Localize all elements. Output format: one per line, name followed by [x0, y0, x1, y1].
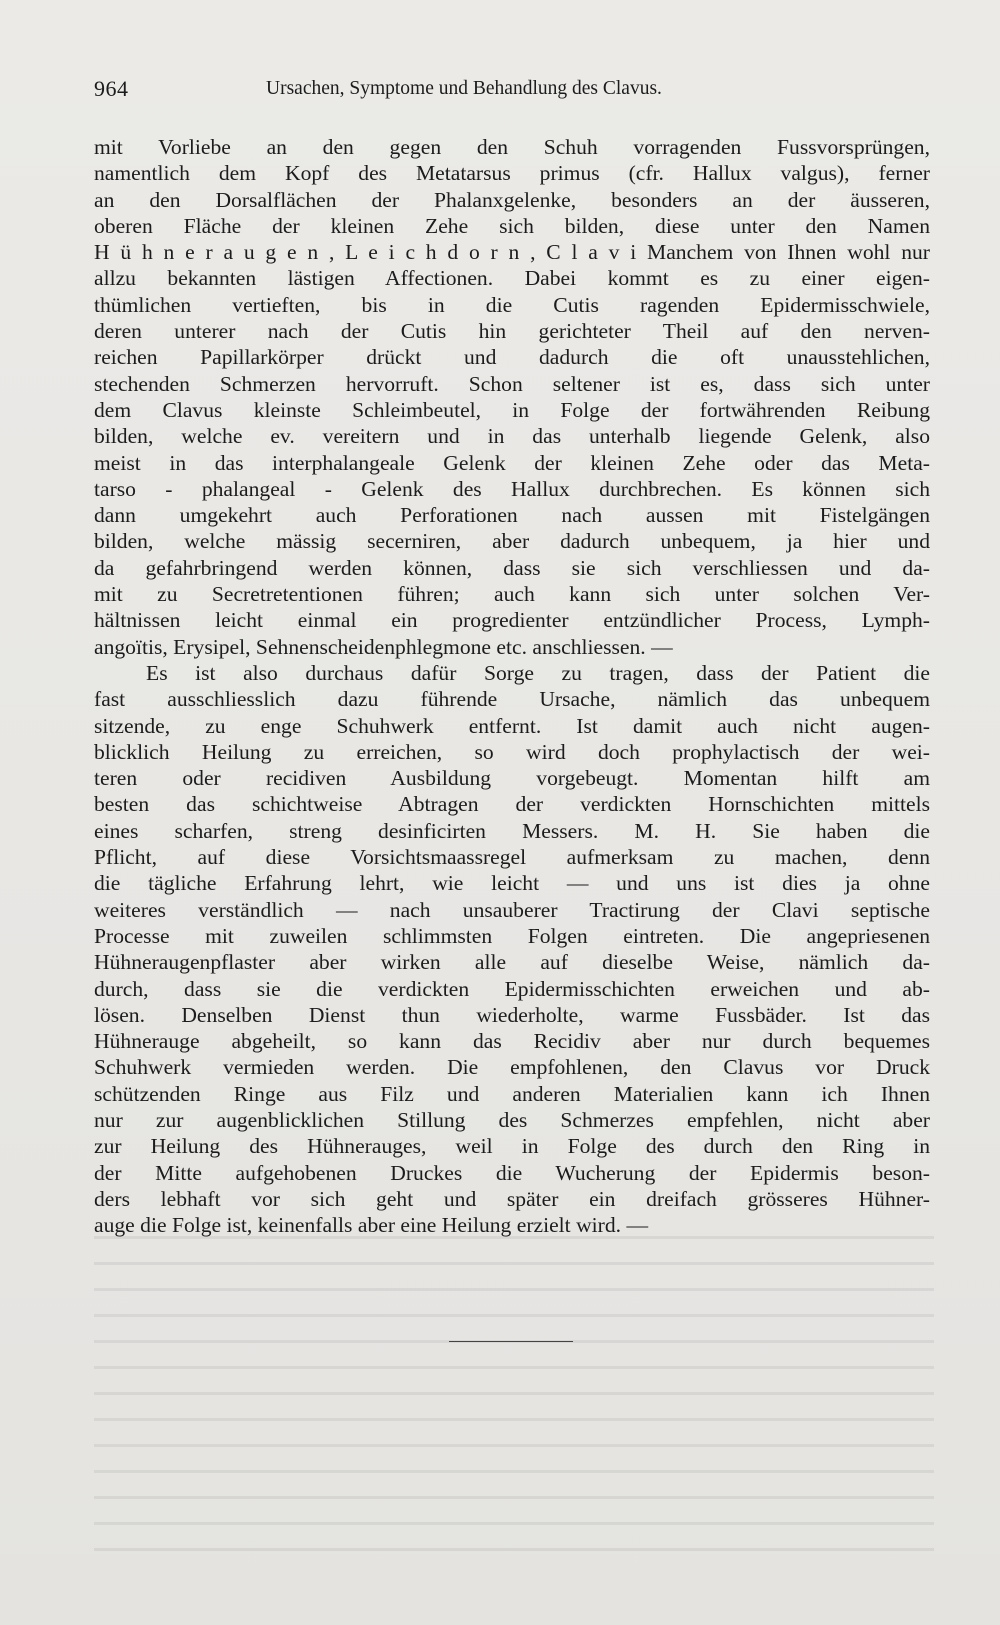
text-line: bilden, welche mässig secerniren, aber dadurch unbequem, ja hier und [94, 529, 930, 554]
text-line: tarso - phalangeal - Gelenk des Hallux durchbrechen. Es können sich [94, 476, 930, 501]
text-line: deren unterer nach der Cutis hin gerichteter Theil auf den nerven- [94, 319, 930, 344]
text-line: Es ist also durchaus dafür Sorge zu tragen, dass der Patient die [146, 660, 930, 685]
text-line: stechenden Schmerzen hervorruft. Schon seltener ist es, dass sich unter [94, 371, 930, 396]
text-line: schützenden Ringe aus Filz und anderen Materialien kann ich Ihnen [94, 1081, 930, 1106]
page-header [94, 74, 924, 108]
text-line: an den Dorsalflächen der Phalanxgelenke, besonders an der äusseren, [94, 187, 930, 212]
text-line: durch, dass sie die verdickten Epidermisschichten erweichen und ab- [94, 976, 930, 1001]
text-line: Processe mit zuweilen schlimmsten Folgen eintreten. Die angepriesenen [94, 923, 930, 948]
text-line: teren oder recidiven Ausbildung vorgebeugt. Momentan hilft am [94, 766, 930, 791]
text-line: weiteres verständlich — nach unsauberer Tractirung der Clavi septische [94, 897, 930, 922]
text-line: H ü h n e r a u g e n , L e i c h d o r n , C l a v i Manchem von Ihnen wohl nur [94, 240, 930, 265]
text-line: da gefahrbringend werden können, dass sie sich verschliessen und da- [94, 555, 930, 580]
text-line: angoïtis, Erysipel, Sehnenscheidenphlegmone etc. anschliessen. — [94, 634, 673, 659]
text-line: thümlichen vertieften, bis in die Cutis ragenden Epidermisschwiele, [94, 292, 930, 317]
text-line: oberen Fläche der kleinen Zehe sich bilden, diese unter den Namen [94, 213, 930, 238]
text-line: Hühneraugenpflaster aber wirken alle auf dieselbe Weise, nämlich da- [94, 950, 930, 975]
text-line: auge die Folge ist, keinenfalls aber eine Heilung erzielt wird. — [94, 1213, 649, 1238]
text-line: dann umgekehrt auch Perforationen nach aussen mit Fistelgängen [94, 503, 930, 528]
text-line: mit Vorliebe an den gegen den Schuh vorragenden Fussvorsprüngen, [94, 135, 930, 159]
text-line: eines scharfen, streng desinficirten Messers. M. H. Sie haben die [94, 818, 930, 843]
text-line: blicklich Heilung zu erreichen, so wird doch prophylactisch der wei- [94, 739, 930, 764]
section-end-rule [449, 1341, 573, 1342]
text-line: namentlich dem Kopf des Metatarsus primus (cfr. Hallux valgus), ferner [94, 161, 930, 186]
text-line: ders lebhaft vor sich geht und später ein dreifach grösseres Hühner- [94, 1186, 930, 1211]
text-line: bilden, welche ev. vereitern und in das unterhalb liegende Gelenk, also [94, 424, 930, 449]
page-number: 964 [94, 76, 129, 101]
text-line: hältnissen leicht einmal ein progredienter entzündlicher Process, Lymph- [94, 608, 930, 633]
text-line: Hühnerauge abgeheilt, so kann das Recidiv aber nur durch bequemes [94, 1029, 930, 1054]
text-line: mit zu Secretretentionen führen; auch kann sich unter solchen Ver- [94, 582, 930, 607]
text-line: besten das schichtweise Abtragen der verdickten Hornschichten mittels [94, 792, 930, 817]
text-line: nur zur augenblicklichen Stillung des Schmerzes empfehlen, nicht aber [94, 1107, 930, 1132]
body-text [94, 134, 930, 1238]
text-line: allzu bekannten lästigen Affectionen. Dabei kommt es zu einer eigen- [94, 266, 930, 291]
show-through-bleed [94, 1222, 934, 1552]
text-line: zur Heilung des Hühnerauges, weil in Folge des durch den Ring in [94, 1134, 930, 1159]
text-line: meist in das interphalangeale Gelenk der kleinen Zehe oder das Meta- [94, 450, 930, 475]
text-line: reichen Papillarkörper drückt und dadurch die oft unausstehlichen, [94, 345, 930, 370]
text-line: dem Clavus kleinste Schleimbeutel, in Folge der fortwährenden Reibung [94, 397, 930, 422]
text-line: lösen. Denselben Dienst thun wiederholte, warme Fussbäder. Ist das [94, 1002, 930, 1027]
text-line: sitzende, zu enge Schuhwerk entfernt. Ist damit auch nicht augen- [94, 713, 930, 738]
text-line: Schuhwerk vermieden werden. Die empfohlenen, den Clavus vor Druck [94, 1055, 930, 1080]
text-line: die tägliche Erfahrung lehrt, wie leicht — und uns ist dies ja ohne [94, 871, 930, 896]
text-line: der Mitte aufgehobenen Druckes die Wucherung der Epidermis beson- [94, 1160, 930, 1185]
running-head: Ursachen, Symptome und Behandlung des Clavus. [266, 78, 662, 99]
text-line: fast ausschliesslich dazu führende Ursache, nämlich das unbequem [94, 687, 930, 712]
text-line: Pflicht, auf diese Vorsichtsmaassregel aufmerksam zu machen, denn [94, 845, 930, 870]
